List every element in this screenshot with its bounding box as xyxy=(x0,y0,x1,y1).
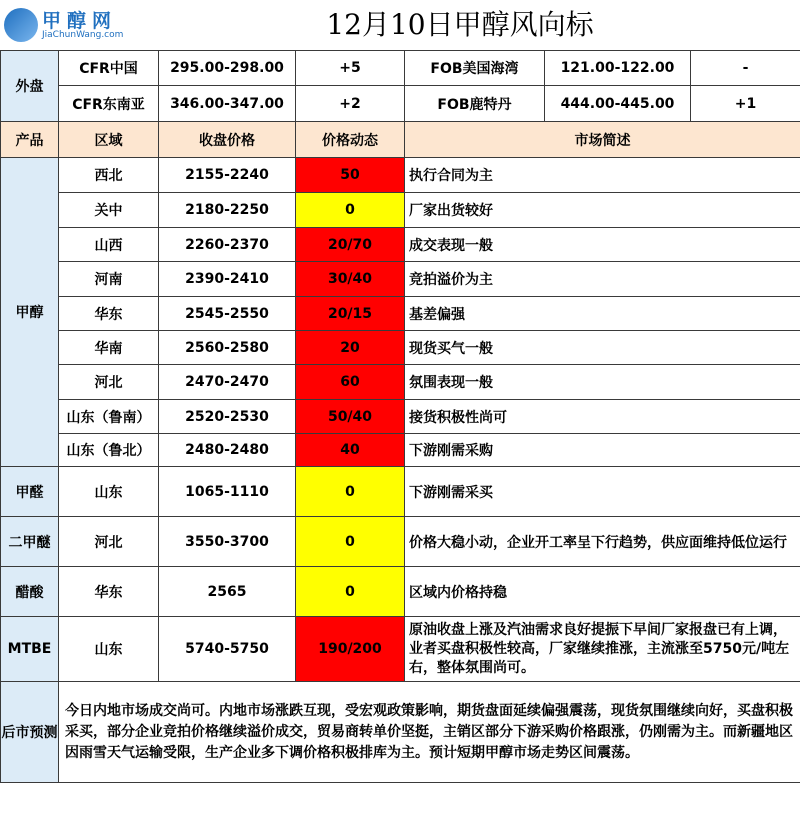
col-change: 价格动态 xyxy=(296,122,405,158)
product-name: 醋酸 xyxy=(1,567,59,617)
external-row xyxy=(1,86,800,122)
price-cell: 3550-3700 xyxy=(159,517,296,567)
region-cell: 山东 xyxy=(59,617,159,682)
desc-cell: 原油收盘上涨及汽油需求良好提振下早间厂家报盘已有上调，业者买盘积极性较高，厂家继续推涨，主流涨至5750元/吨左右，整体氛围尚可。 xyxy=(405,617,800,682)
price-cell: 1065-1110 xyxy=(159,467,296,517)
change-cell: 40 xyxy=(296,434,405,467)
external-change: +2 xyxy=(296,86,405,122)
desc-cell: 区域内价格持稳 xyxy=(405,567,800,617)
price-cell: 2155-2240 xyxy=(159,158,296,193)
header xyxy=(0,0,800,50)
change-cell: 60 xyxy=(296,365,405,400)
product-row xyxy=(1,434,800,467)
desc-cell: 执行合同为主 xyxy=(405,158,800,193)
external-name: CFR东南亚 xyxy=(59,86,159,122)
product-row xyxy=(1,228,800,262)
logo-text: 甲醇网 xyxy=(42,10,118,32)
region-cell: 山东（鲁北） xyxy=(59,434,159,467)
change-cell: 20/15 xyxy=(296,297,405,331)
logo xyxy=(0,2,124,46)
region-cell: 山东 xyxy=(59,467,159,517)
price-cell: 2470-2470 xyxy=(159,365,296,400)
external-price-2: 444.00-445.00 xyxy=(545,86,691,122)
region-cell: 河南 xyxy=(59,262,159,297)
col-desc: 市场简述 xyxy=(405,122,800,158)
price-cell: 2390-2410 xyxy=(159,262,296,297)
desc-cell: 价格大稳小动，企业开工率呈下行趋势，供应面维持低位运行 xyxy=(405,517,800,567)
desc-cell: 下游刚需采买 xyxy=(405,467,800,517)
price-cell: 2565 xyxy=(159,567,296,617)
column-header-row xyxy=(1,122,800,158)
change-cell: 0 xyxy=(296,467,405,517)
change-cell: 0 xyxy=(296,567,405,617)
desc-cell: 厂家出货较好 xyxy=(405,193,800,228)
desc-cell: 基差偏强 xyxy=(405,297,800,331)
external-name-2: FOB美国海湾 xyxy=(405,51,545,86)
product-row xyxy=(1,365,800,400)
desc-cell: 成交表现一般 xyxy=(405,228,800,262)
region-cell: 山东（鲁南） xyxy=(59,400,159,434)
region-cell: 关中 xyxy=(59,193,159,228)
change-cell: 20 xyxy=(296,331,405,365)
product-row xyxy=(1,567,800,617)
change-cell: 190/200 xyxy=(296,617,405,682)
price-cell: 2560-2580 xyxy=(159,331,296,365)
external-change: +5 xyxy=(296,51,405,86)
product-row xyxy=(1,400,800,434)
region-cell: 华南 xyxy=(59,331,159,365)
price-cell: 2180-2250 xyxy=(159,193,296,228)
price-cell: 5740-5750 xyxy=(159,617,296,682)
desc-cell: 下游刚需采购 xyxy=(405,434,800,467)
globe-icon xyxy=(4,8,38,42)
product-name: 二甲醚 xyxy=(1,517,59,567)
region-cell: 山西 xyxy=(59,228,159,262)
external-name: CFR中国 xyxy=(59,51,159,86)
change-cell: 0 xyxy=(296,193,405,228)
change-cell: 50/40 xyxy=(296,400,405,434)
product-row xyxy=(1,617,800,682)
external-change-2: - xyxy=(691,51,800,86)
change-cell: 0 xyxy=(296,517,405,567)
logo-subtext: JiaChunWang.com xyxy=(42,30,124,40)
product-name: MTBE xyxy=(1,617,59,682)
product-row xyxy=(1,297,800,331)
product-row xyxy=(1,467,800,517)
col-product: 产品 xyxy=(1,122,59,158)
desc-cell: 接货积极性尚可 xyxy=(405,400,800,434)
region-cell: 河北 xyxy=(59,365,159,400)
col-price: 收盘价格 xyxy=(159,122,296,158)
product-row xyxy=(1,193,800,228)
external-name-2: FOB鹿特丹 xyxy=(405,86,545,122)
external-label: 外盘 xyxy=(1,51,59,122)
price-table xyxy=(0,50,800,783)
product-name: 甲醇 xyxy=(1,158,59,467)
product-row xyxy=(1,517,800,567)
product-row xyxy=(1,262,800,297)
forecast-label: 后市预测 xyxy=(1,682,59,783)
desc-cell: 氛围表现一般 xyxy=(405,365,800,400)
region-cell: 西北 xyxy=(59,158,159,193)
page-title: 12月10日甲醇风向标 xyxy=(326,8,594,41)
forecast-row xyxy=(1,682,800,783)
external-price-2: 121.00-122.00 xyxy=(545,51,691,86)
change-cell: 20/70 xyxy=(296,228,405,262)
external-change-2: +1 xyxy=(691,86,800,122)
region-cell: 河北 xyxy=(59,517,159,567)
price-cell: 2480-2480 xyxy=(159,434,296,467)
desc-cell: 竞拍溢价为主 xyxy=(405,262,800,297)
price-cell: 2520-2530 xyxy=(159,400,296,434)
price-cell: 2545-2550 xyxy=(159,297,296,331)
price-cell: 2260-2370 xyxy=(159,228,296,262)
external-price: 295.00-298.00 xyxy=(159,51,296,86)
change-cell: 50 xyxy=(296,158,405,193)
region-cell: 华东 xyxy=(59,297,159,331)
col-region: 区域 xyxy=(59,122,159,158)
region-cell: 华东 xyxy=(59,567,159,617)
external-price: 346.00-347.00 xyxy=(159,86,296,122)
product-row xyxy=(1,331,800,365)
desc-cell: 现货买气一般 xyxy=(405,331,800,365)
forecast-text: 今日内地市场成交尚可。内地市场涨跌互现，受宏观政策影响，期货盘面延续偏强震荡，现货氛围继续向好，买盘积极采买，部分企业竞拍价格继续溢价成交，贸易商转单价坚挺，主销区部分下游采购价格跟涨，仍刚需为主。而新疆地区因雨雪天气运输受限，生产企业多下调价格积极排库为主。预计短期甲醇市场走势区间震荡。 xyxy=(59,682,800,783)
product-name: 甲醛 xyxy=(1,467,59,517)
product-row xyxy=(1,158,800,193)
external-row xyxy=(1,51,800,86)
change-cell: 30/40 xyxy=(296,262,405,297)
